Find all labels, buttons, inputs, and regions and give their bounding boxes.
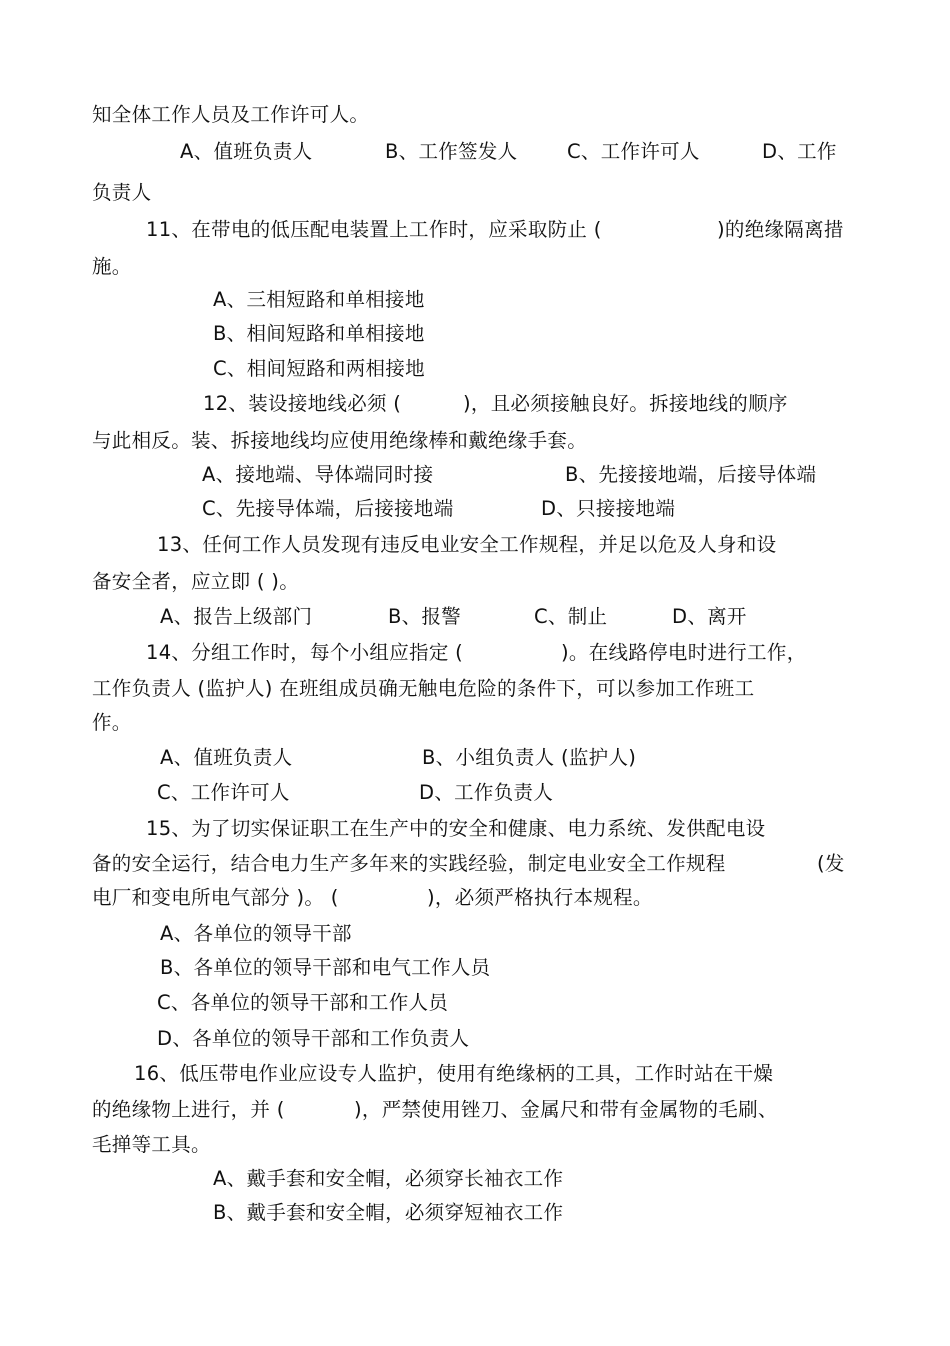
option-c: C、制止 [534, 605, 608, 628]
question-12-tail: )，且必须接触良好。拆接地线的顺序 [463, 392, 788, 415]
text-line: 备的安全运行，结合电力生产多年来的实践经验，制定电业安全工作规程 [92, 852, 726, 875]
option-d: D、各单位的领导干部和工作负责人 [157, 1027, 470, 1050]
option-a: A、值班负责人 [180, 140, 313, 163]
option-d: D、只接接地端 [541, 497, 676, 520]
option-b: B、小组负责人 (监护人) [422, 746, 637, 769]
option-b: B、各单位的领导干部和电气工作人员 [160, 956, 491, 979]
option-b: B、戴手套和安全帽，必须穿短袖衣工作 [213, 1201, 564, 1224]
question-14: 14、分组工作时，每个小组应指定 ( [146, 641, 464, 664]
question-11: 11、在带电的低压配电装置上工作时，应采取防止 ( [146, 218, 602, 241]
option-c: C、相间短路和两相接地 [213, 357, 425, 380]
text-line: 负责人 [92, 181, 152, 204]
question-14-tail: )。在线路停电时进行工作， [561, 641, 807, 664]
text-line: 毛掸等工具。 [92, 1133, 211, 1156]
question-13: 13、任何工作人员发现有违反电业安全工作规程，并足以危及人身和设 [157, 533, 777, 556]
text-line: 作。 [92, 711, 132, 734]
text-line: 工作负责人 (监护人) 在班组成员确无触电危险的条件下，可以参加工作班工 [92, 677, 755, 700]
text-line: 知全体工作人员及工作许可人。 [92, 103, 370, 126]
text-line: )，必须严格执行本规程。 [427, 886, 653, 909]
option-b: B、相间短路和单相接地 [213, 322, 425, 345]
option-b: B、报警 [388, 605, 462, 628]
text-line: 电厂和变电所电气部分 )。 ( [92, 886, 339, 909]
option-d: D、工作 [762, 140, 837, 163]
question-16: 16、低压带电作业应设专人监护，使用有绝缘柄的工具，工作时站在干燥 [134, 1062, 774, 1085]
option-a: A、戴手套和安全帽，必须穿长袖衣工作 [213, 1167, 564, 1190]
option-b: B、先接接地端，后接导体端 [565, 463, 817, 486]
option-a: A、三相短路和单相接地 [213, 288, 425, 311]
text-line: 与此相反。装、拆接地线均应使用绝缘棒和戴绝缘手套。 [92, 429, 588, 452]
option-a: A、值班负责人 [160, 746, 293, 769]
question-11-tail: )的绝缘隔离措 [717, 218, 844, 241]
option-a: A、报告上级部门 [160, 605, 313, 628]
option-c: C、工作许可人 [157, 781, 290, 804]
text-line: (发 [817, 852, 845, 875]
text-line: 的绝缘物上进行，并 ( [92, 1098, 285, 1121]
option-a: A、接地端、导体端同时接 [202, 463, 434, 486]
option-c: C、各单位的领导干部和工作人员 [157, 991, 449, 1014]
question-15: 15、为了切实保证职工在生产中的安全和健康、电力系统、发供配电设 [146, 817, 766, 840]
option-b: B、工作签发人 [385, 140, 518, 163]
text-line: )，严禁使用锉刀、金属尺和带有金属物的毛刷、 [354, 1098, 778, 1121]
option-c: C、工作许可人 [567, 140, 700, 163]
option-d: D、工作负责人 [419, 781, 554, 804]
text-line: 备安全者，应立即 ( )。 [92, 570, 300, 593]
question-12: 12、装设接地线必须 ( [203, 392, 402, 415]
option-a: A、各单位的领导干部 [160, 922, 352, 945]
option-d: D、离开 [672, 605, 747, 628]
text-line: 施。 [92, 255, 132, 278]
option-c: C、先接导体端，后接接地端 [202, 497, 454, 520]
